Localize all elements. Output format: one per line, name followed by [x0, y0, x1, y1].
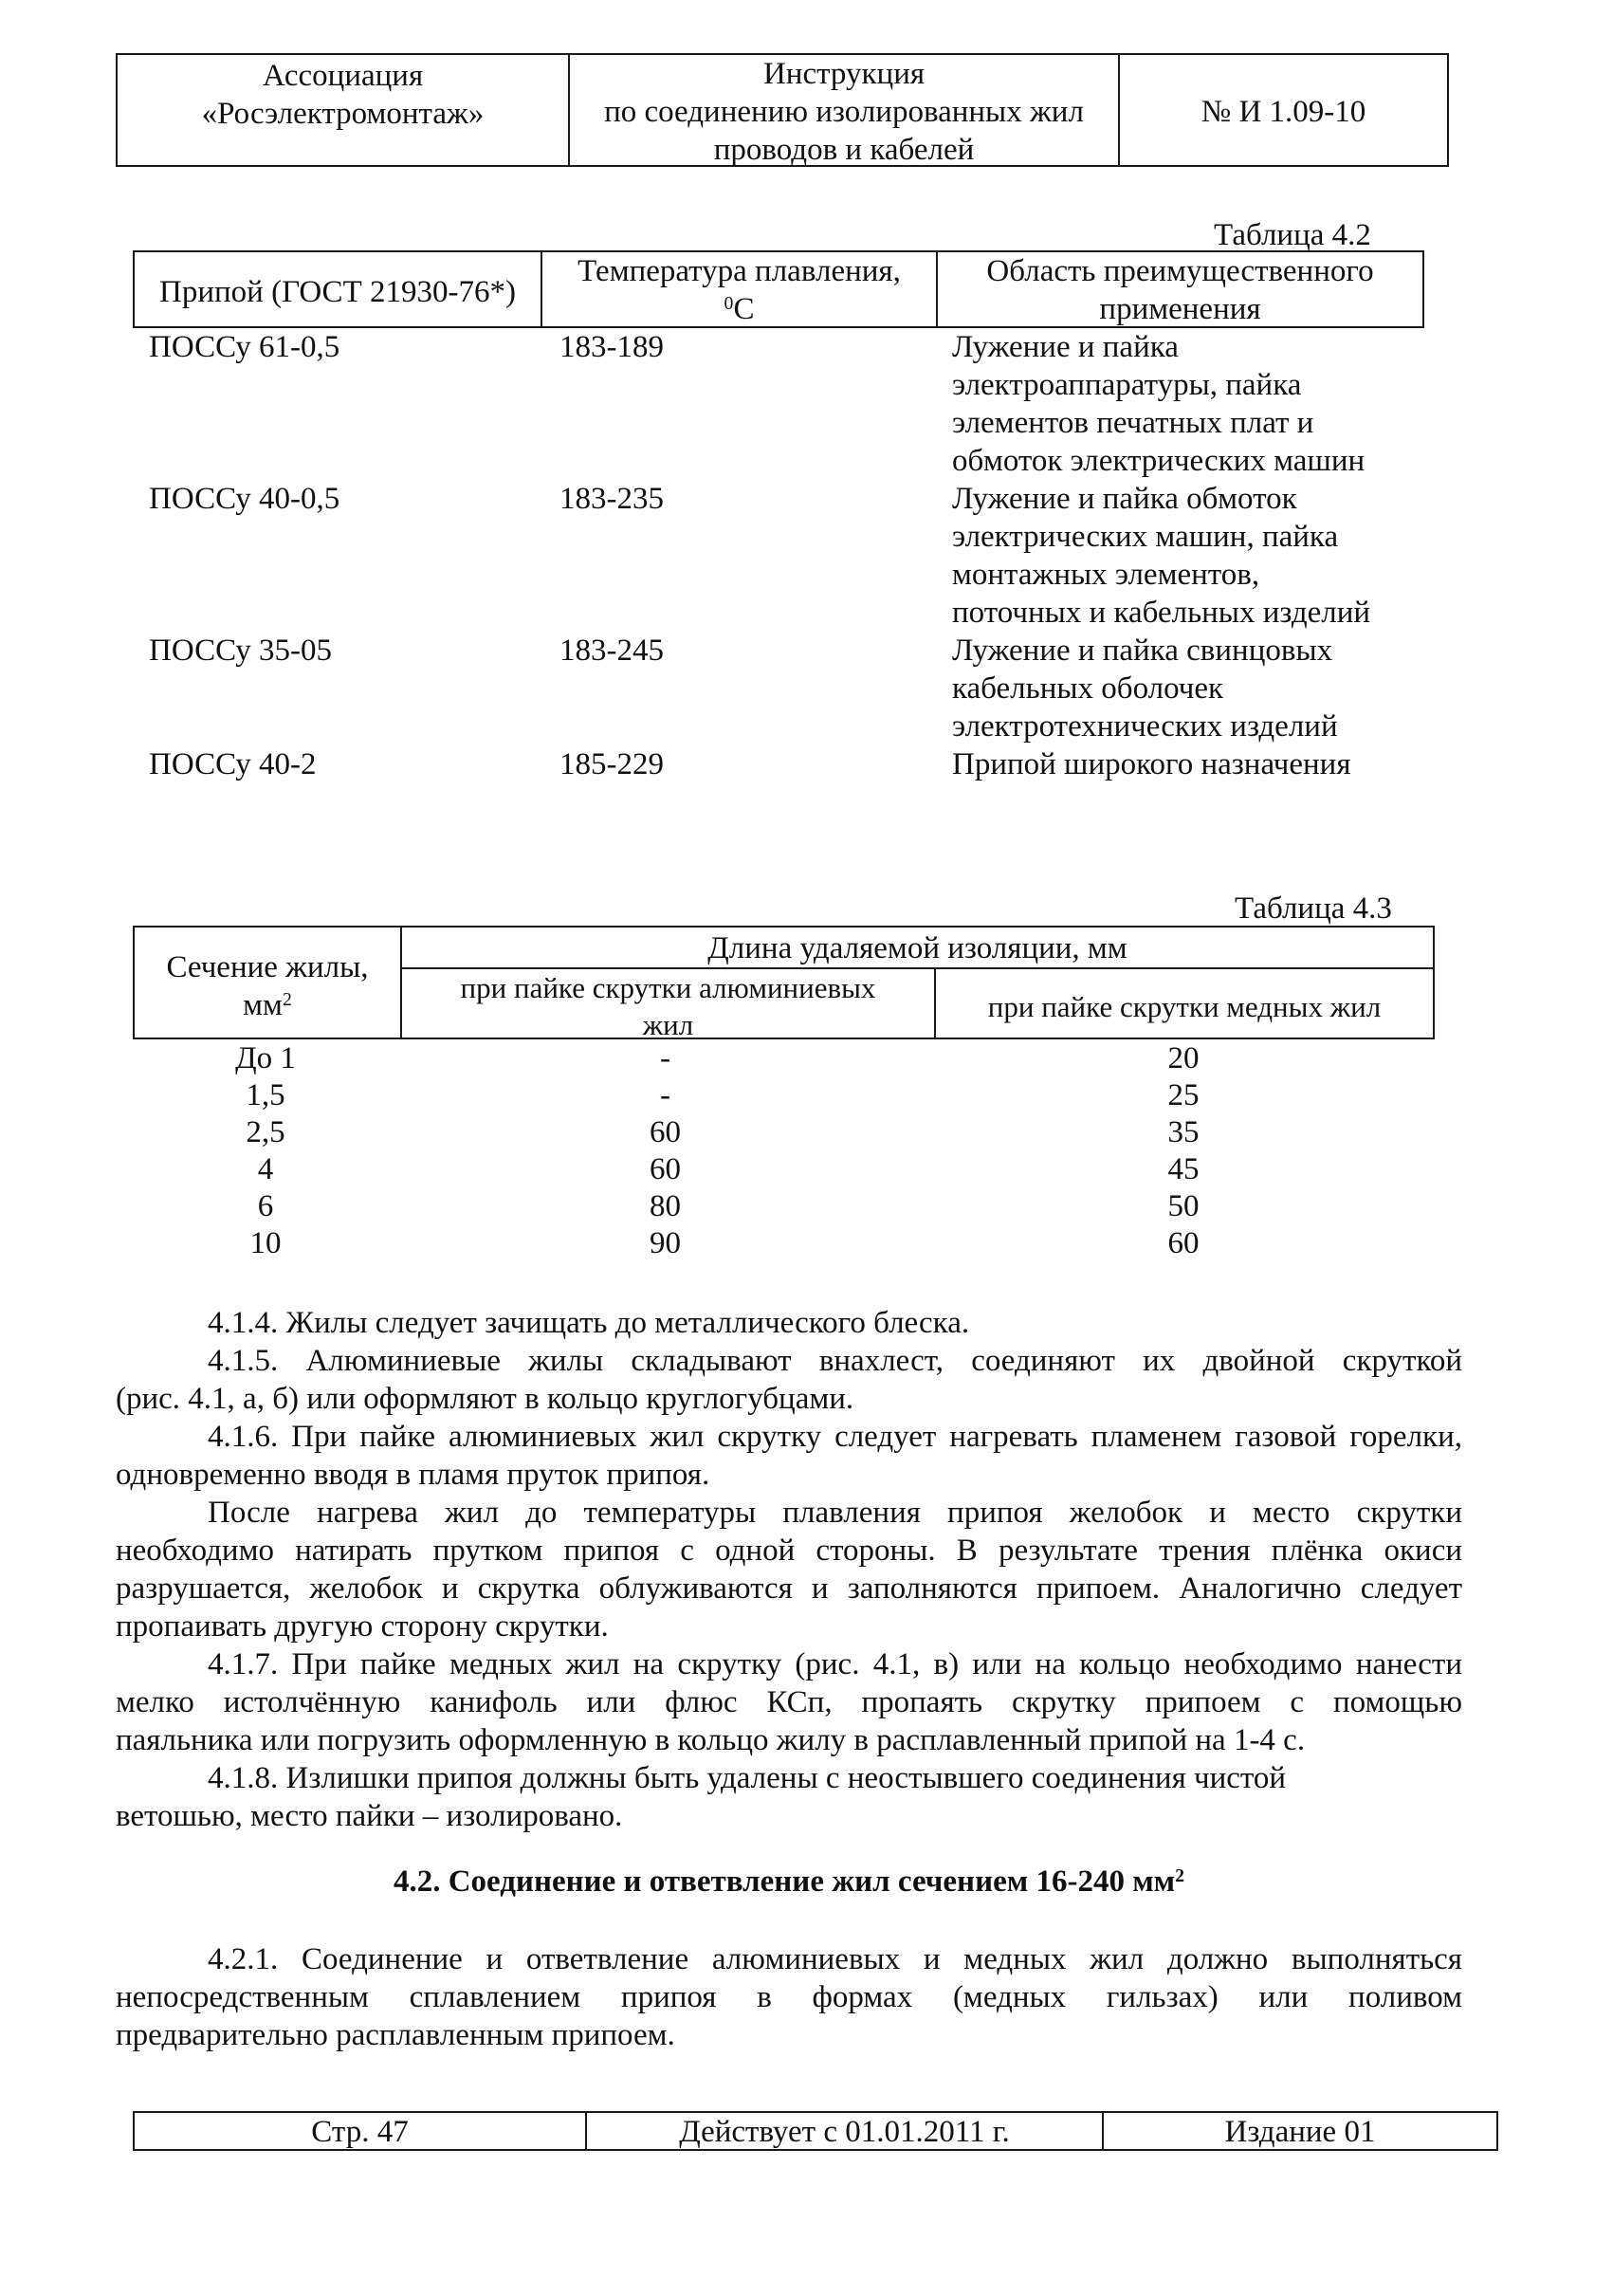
area-line: электротехнических изделий — [952, 709, 1338, 744]
cell-solder: ПОССу 40-2 — [149, 747, 317, 781]
cell-solder: ПОССу 35-05 — [149, 634, 333, 668]
column-header-copper: при пайке скрутки медных жил — [987, 990, 1382, 1023]
table-row — [133, 1113, 1435, 1151]
section-title-text: 4.2. Соединение и ответвление жил сечением 16-240 мм — [393, 1864, 1176, 1899]
cell-temperature: 183-245 — [559, 634, 664, 668]
cell-copper: 50 — [1167, 1189, 1200, 1223]
paragraph-line: (рис. 4.1, а, б) или оформляют в кольцо круглогубцами. — [116, 1382, 854, 1416]
column-header-solder: Припой (ГОСТ 21930-76*) — [159, 275, 516, 309]
paragraph-line: 4.1.7. При пайке медных жил на скрутку (рис. 4.1, в) или на кольцо необходимо нанести — [208, 1647, 1462, 1681]
cell-section: 2,5 — [246, 1115, 285, 1149]
area-line: элементов печатных плат и — [952, 406, 1314, 440]
area-line: электроаппаратуры, пайка — [952, 368, 1302, 402]
area-line: поточных и кабельных изделий — [952, 596, 1371, 630]
cell-temperature: 183-235 — [559, 482, 664, 516]
table-4-3-header — [133, 926, 1435, 1039]
superscript: 2 — [282, 989, 292, 1011]
table-caption: Таблица 4.2 — [1214, 218, 1371, 252]
area-line: Лужение и пайка обмоток — [952, 482, 1297, 516]
superscript: 2 — [1175, 1865, 1185, 1887]
table-row — [133, 1039, 1435, 1077]
title-line: проводов и кабелей — [713, 133, 975, 167]
cell-copper: 60 — [1167, 1226, 1200, 1260]
header-text: Температура плавления, — [577, 254, 901, 288]
document-footer — [133, 2111, 1498, 2151]
table-4-2-header — [133, 250, 1424, 328]
paragraph-line: паяльника или погрузить оформленную в кольцо жилу в расплавленный припой на 1-4 с. — [116, 1723, 1306, 1757]
cell-section: 6 — [257, 1189, 274, 1223]
document-header — [116, 53, 1449, 167]
column-header-aluminium — [402, 969, 934, 1043]
footer-effective-date: Действует с 01.01.2011 г. — [679, 2115, 1010, 2149]
org-line: «Росэлектромонтаж» — [201, 97, 485, 131]
unit: мм — [243, 988, 283, 1022]
cell-solder: ПОССу 40-0,5 — [149, 482, 340, 516]
area-line: электрических машин, пайка — [952, 520, 1339, 554]
cell-section: До 1 — [235, 1041, 296, 1075]
paragraph-line: непосредственным сплавлением припоя в формах (медных гильзах) или поливом — [116, 1980, 1462, 2014]
table-row — [133, 1150, 1435, 1188]
header-text: Область преимущественного — [986, 254, 1374, 288]
title-line: Инструкция — [762, 57, 926, 91]
cell-area — [952, 632, 1445, 745]
paragraph-line: 4.1.5. Алюминиевые жилы складывают внахлест, соединяют их двойной скруткой — [208, 1344, 1462, 1378]
title-line: по соединению изолированных жил — [604, 95, 1084, 129]
table-row — [133, 1187, 1435, 1225]
table-row — [133, 1076, 1435, 1114]
cell-aluminium: 90 — [650, 1226, 681, 1260]
paragraph-4-1-4: 4.1.4. Жилы следует зачищать до металлического блеска. — [208, 1306, 970, 1340]
area-line: монтажных элементов, — [952, 558, 1260, 592]
footer-page: Стр. 47 — [311, 2115, 409, 2149]
cell-temperature: 183-189 — [559, 330, 664, 364]
header-text: Сечение жилы, — [166, 950, 369, 984]
cell-aluminium: - — [660, 1078, 670, 1112]
header-doc-number: № И 1.09-10 — [1201, 95, 1366, 129]
cell-copper: 45 — [1167, 1152, 1200, 1186]
cell-aluminium: - — [660, 1041, 670, 1075]
cell-copper: 35 — [1167, 1115, 1200, 1149]
cell-section: 1,5 — [246, 1078, 285, 1112]
paragraph-line: После нагрева жил до температуры плавления припоя желобок и место скрутки — [208, 1496, 1462, 1530]
area-line: обмоток электрических машин — [952, 444, 1366, 478]
org-line: Ассоциация — [262, 59, 424, 93]
header-organization — [118, 57, 568, 133]
table-caption: Таблица 4.3 — [1235, 891, 1392, 926]
cell-area — [952, 480, 1445, 632]
area-line: Лужение и пайка свинцовых — [952, 634, 1333, 668]
column-header-length: Длина удаляемой изоляции, мм — [707, 931, 1127, 965]
cell-section: 10 — [249, 1226, 282, 1260]
area-line: Припой широкого назначения — [952, 747, 1351, 781]
cell-section: 4 — [257, 1152, 274, 1186]
section-title — [116, 1863, 1462, 1901]
column-header-area — [938, 252, 1422, 328]
paragraph-line: разрушается, желобок и скрутка облуживаются и заполняются припоем. Аналогично следует — [116, 1571, 1462, 1606]
paragraph-4-2-1 — [116, 1940, 1462, 2054]
column-header-section — [135, 948, 400, 1024]
cell-aluminium: 60 — [650, 1152, 681, 1186]
cell-copper: 25 — [1167, 1078, 1200, 1112]
header-title — [570, 55, 1118, 169]
paragraph-line: 4.2.1. Соединение и ответвление алюминиевых и медных жил должно выполняться — [208, 1942, 1462, 1976]
paragraph-line: ветошью, место пайки – изолировано. — [116, 1799, 623, 1833]
unit: С — [733, 292, 755, 326]
header-text: жил — [642, 1008, 694, 1041]
paragraph-line: необходимо натирать прутком припоя с одной стороны. В результате трения плёнка окиси — [116, 1534, 1462, 1568]
header-text — [542, 290, 936, 328]
paragraph-line: 4.1.8. Излишки припоя должны быть удалены с неостывшего соединения чистой — [208, 1761, 1287, 1795]
header-text: применения — [1099, 292, 1261, 326]
paragraph-line: предварительно расплавленным припоем. — [116, 2018, 675, 2052]
header-text: при пайке скрутки алюминиевых — [460, 971, 876, 1004]
cell-temperature: 185-229 — [559, 747, 664, 781]
column-header-temperature — [542, 252, 936, 328]
cell-copper: 20 — [1167, 1041, 1200, 1075]
header-text — [135, 986, 400, 1024]
paragraph-line: 4.1.6. При пайке алюминиевых жил скрутку следует нагревать пламенем газовой горелки, — [208, 1420, 1462, 1454]
area-line: кабельных оболочек — [952, 671, 1224, 706]
paragraph-line: пропаивать другую сторону скрутки. — [116, 1609, 609, 1644]
cell-solder: ПОССу 61-0,5 — [149, 330, 340, 364]
paragraph-line: одновременно вводя в пламя пруток припоя. — [116, 1458, 710, 1492]
footer-edition: Издание 01 — [1224, 2115, 1376, 2149]
superscript: 0 — [724, 293, 734, 315]
body-text — [116, 1304, 1462, 1835]
cell-area — [952, 745, 1445, 783]
cell-aluminium: 60 — [650, 1115, 681, 1149]
table-row — [133, 1224, 1435, 1262]
cell-area — [952, 328, 1445, 480]
paragraph-line: мелко истолчённую канифоль или флюс КСп, пропаять скрутку припоем с помощью — [116, 1685, 1462, 1719]
cell-aluminium: 80 — [650, 1189, 681, 1223]
area-line: Лужение и пайка — [952, 330, 1179, 364]
